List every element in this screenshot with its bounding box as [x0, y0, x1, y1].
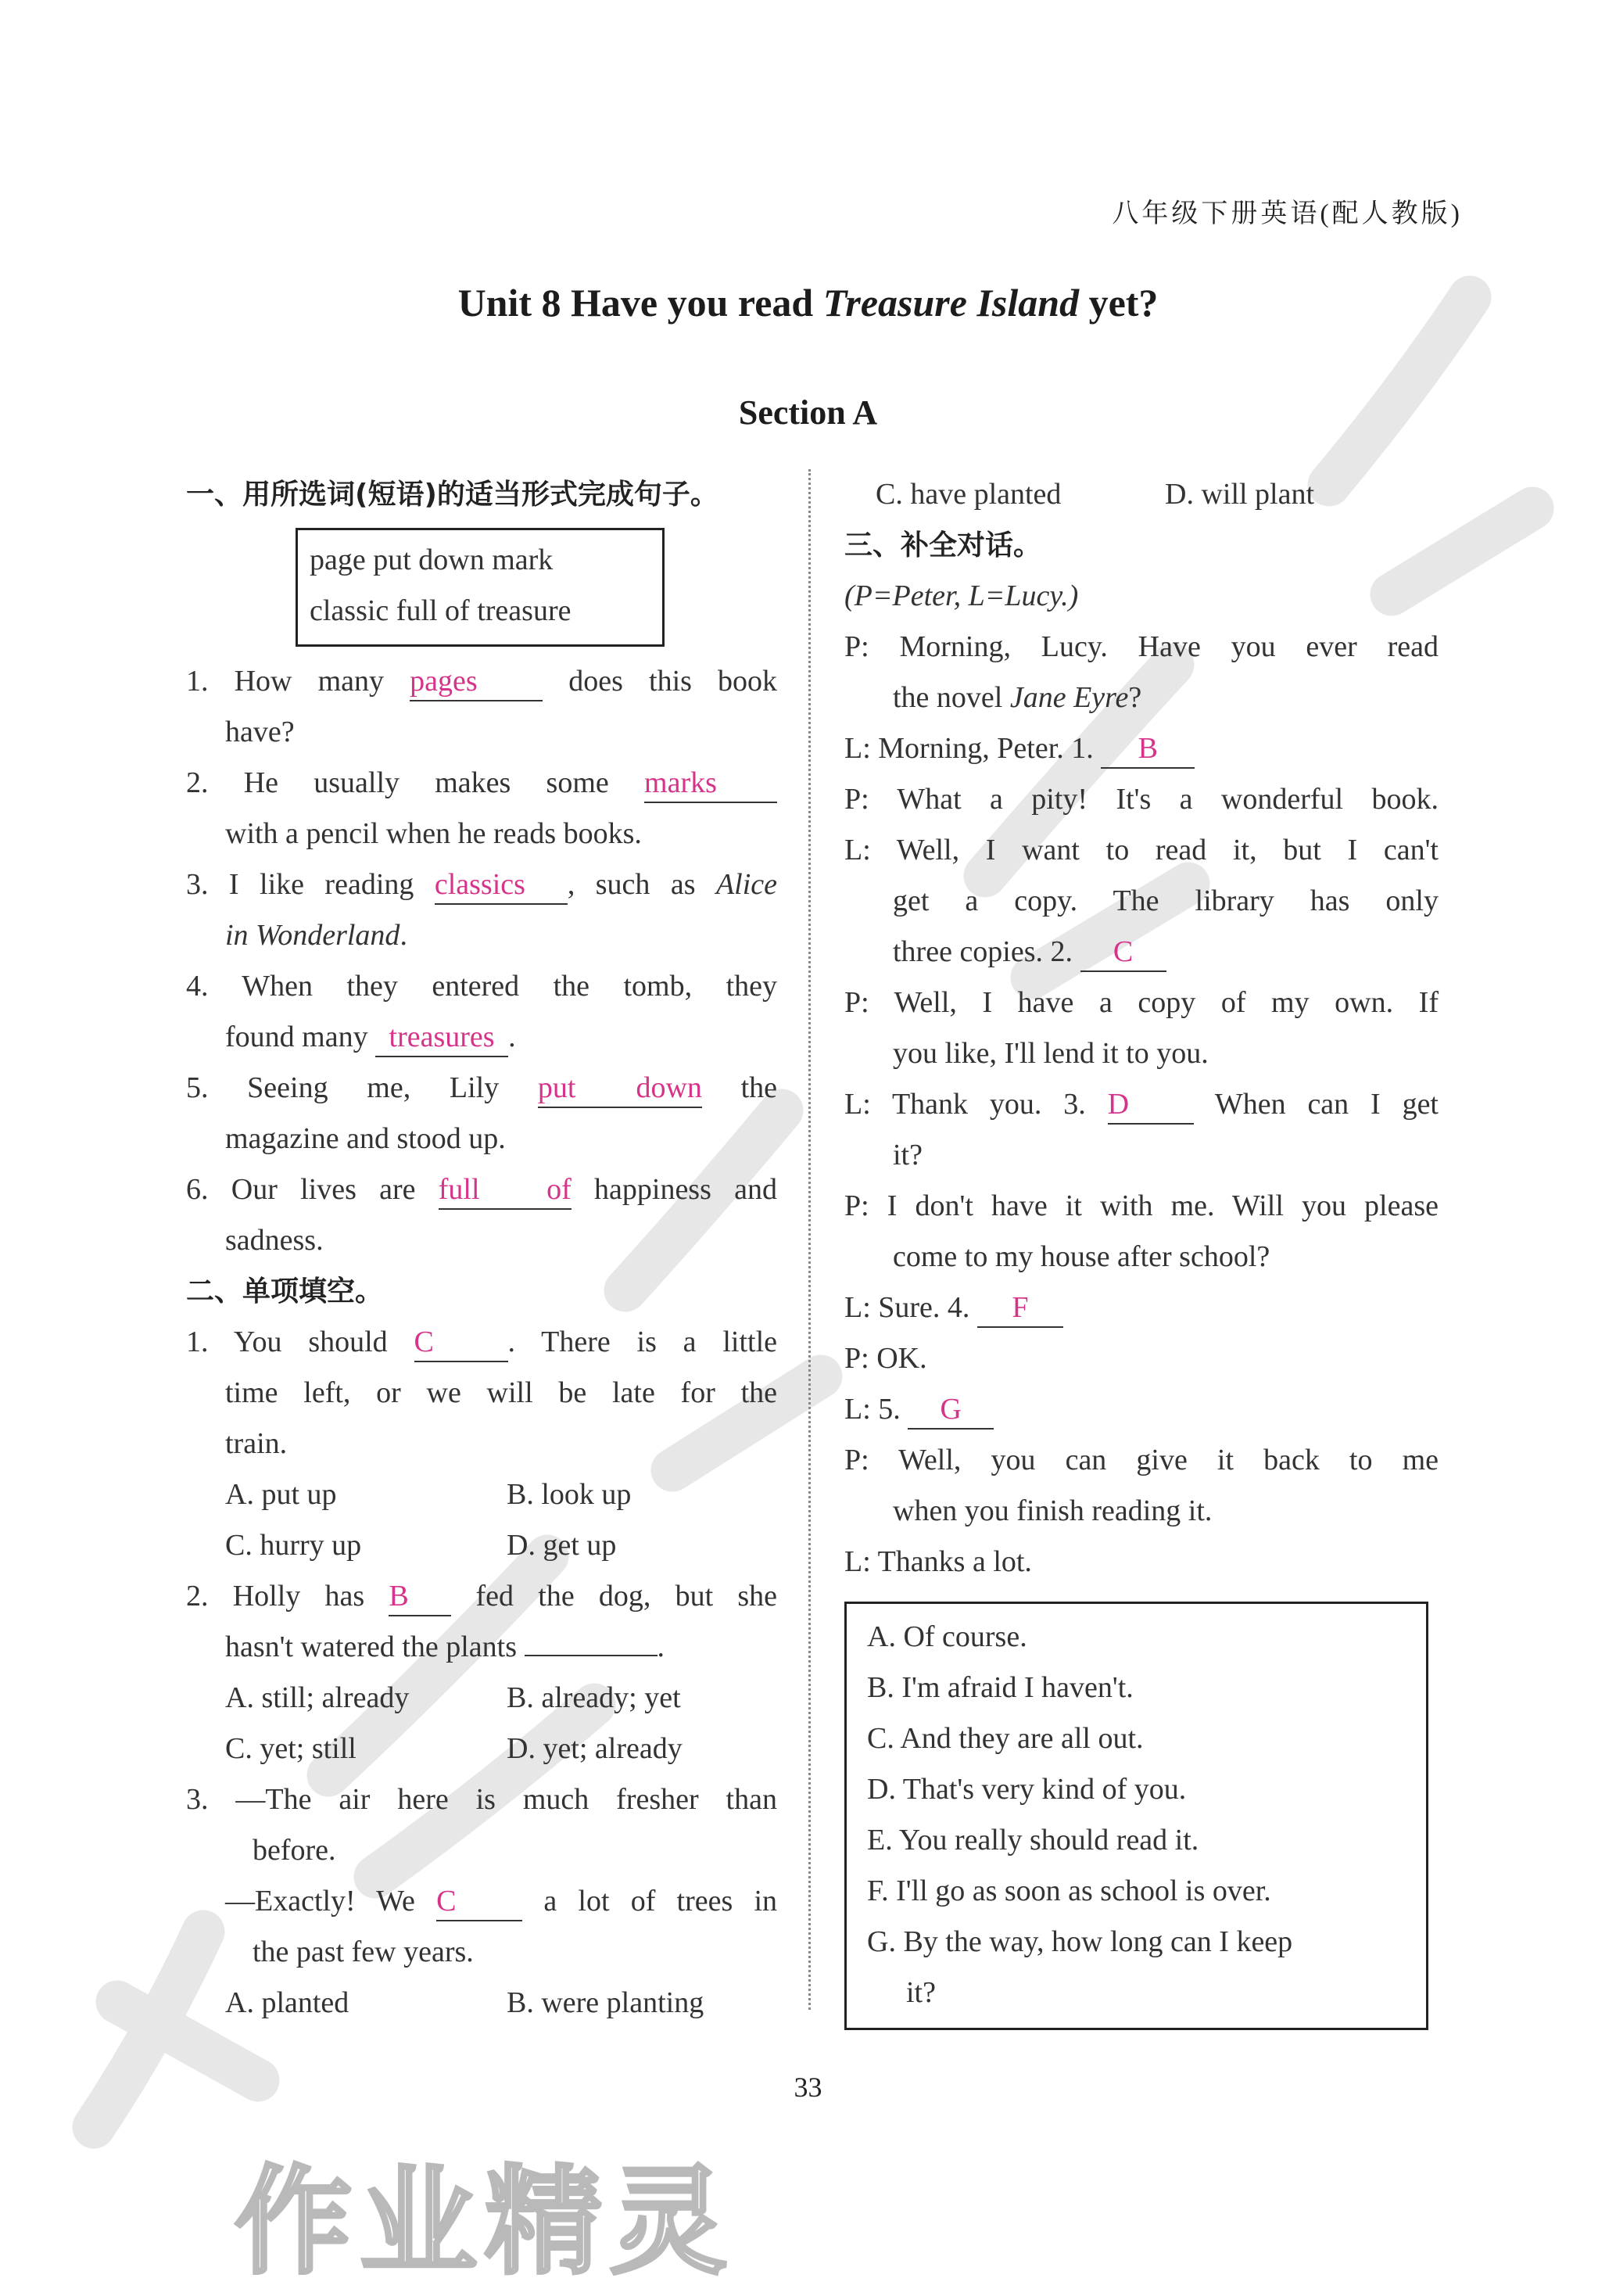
answer: C: [436, 1885, 457, 1918]
dialogue-line: P: Well, you can give it back to me when you finish reading it.: [844, 1444, 1439, 1527]
question-1-5: 5. Seeing me, Lily put down the magazine and stood up.: [186, 1063, 777, 1164]
option: B. look up: [507, 1478, 632, 1511]
option: D. get up: [507, 1529, 617, 1562]
answer: classics: [434, 868, 525, 901]
dialogue-option: F. I'll go as soon as school is over.: [867, 1874, 1271, 1907]
answer: F: [1012, 1291, 1029, 1324]
dialogue-options-box: [844, 1602, 1428, 2030]
part1-heading: 一、用所选词(短语)的适当形式完成句子。: [186, 479, 718, 511]
book-info-header: 八年级下册英语(配人教版): [1112, 199, 1463, 228]
dialogue-line: L: Thank you. 3. D When can I get it?: [844, 1079, 1439, 1181]
question-1-1: 1. How many pages does this book have?: [186, 656, 777, 758]
word-box: [296, 528, 665, 647]
dialogue-line: L: Sure. 4. F: [844, 1283, 1439, 1333]
watermark-logo: 作业精灵: [235, 2154, 736, 2291]
question-2-3-options-cont: [844, 469, 1439, 520]
part3-heading: 三、补全对话。: [844, 529, 1042, 561]
dialogue-line: P: Morning, Lucy. Have you ever read the novel Jane Eyre?: [844, 630, 1439, 714]
dialogue-option: C. And they are all out.: [867, 1722, 1144, 1755]
unit-title: Unit 8 Have you read Treasure Island yet?: [457, 281, 1159, 325]
answer: C: [414, 1326, 434, 1358]
dialogue-line: L: Well, I want to read it, but I can't get a copy. The library has only three copies. 2. C: [844, 825, 1439, 978]
dialogue-line: L: Morning, Peter. 1. B: [844, 723, 1439, 774]
answer: marks: [644, 766, 717, 799]
question-2-2: 2. Holly has B fed the dog, but she hasn't watered the plants . A. still; already B. already; yet C. yet; still D. yet; already: [186, 1571, 777, 1774]
dialogue-option: E. You really should read it.: [867, 1824, 1199, 1857]
question-2-1: 1. You should C . There is a little time left, or we will be late for the train. A. put up B. look up C. hurry up D. get up: [186, 1317, 777, 1571]
option: D. will plant: [1165, 478, 1315, 511]
dialogue-option: B. I'm afraid I haven't.: [867, 1671, 1134, 1704]
column-divider: [808, 469, 811, 2010]
dialogue-line: L: Thanks a lot.: [844, 1545, 1032, 1578]
dialogue-option: D. That's very kind of you.: [867, 1773, 1187, 1806]
answer: B: [1138, 732, 1158, 765]
dialogue-line: P: What a pity! It's a wonderful book.: [844, 783, 1439, 816]
dialogue-line: L: 5. G: [844, 1384, 1439, 1435]
word-box-row: page put down mark: [310, 544, 554, 576]
answer: G: [940, 1393, 962, 1426]
option: B. already; yet: [507, 1681, 681, 1714]
dialogue-line: P: I don't have it with me. Will you please come to my house after school?: [844, 1189, 1439, 1273]
section-title: Section A: [738, 393, 878, 432]
dialogue-line: P: OK.: [844, 1342, 927, 1375]
left-column: [186, 469, 777, 2029]
answer: B: [389, 1580, 409, 1613]
roles-note: (P=Peter, L=Lucy.): [844, 579, 1079, 612]
dialogue-line: P: Well, I have a copy of my own. If you like, I'll lend it to you.: [844, 986, 1439, 1070]
dialogue-option: G. By the way, how long can I keep: [867, 1925, 1293, 1958]
question-1-3: 3. I like reading classics , such as Alice in Wonderland.: [186, 859, 777, 961]
option: A. planted: [225, 1986, 349, 2019]
option: C. yet; still: [225, 1732, 357, 1765]
part2-heading: 二、单项填空。: [186, 1275, 384, 1308]
option: A. put up: [225, 1478, 337, 1511]
question-2-3: 3. —The air here is much fresher than before. —Exactly! We C a lot of trees in the past few years. A. planted B. were planting: [186, 1774, 777, 2029]
dialogue-option: A. Of course.: [867, 1620, 1027, 1653]
option: B. were planting: [507, 1986, 704, 2019]
right-column: [844, 469, 1439, 2030]
answer: D: [1107, 1088, 1130, 1121]
answer: pages: [410, 665, 478, 698]
answer: full of: [438, 1173, 572, 1206]
option: C. have planted: [876, 478, 1062, 511]
question-1-2: 2. He usually makes some marks with a pencil when he reads books.: [186, 758, 777, 859]
question-1-6: 6. Our lives are full of happiness and sadness.: [186, 1164, 777, 1266]
answer: put down: [537, 1071, 702, 1104]
answer: treasures: [389, 1021, 495, 1053]
dialogue-option-cont: it?: [906, 1976, 936, 2009]
option: A. still; already: [225, 1681, 410, 1714]
page-number: 33: [794, 2072, 822, 2103]
answer: C: [1113, 935, 1134, 968]
word-box-row: classic full of treasure: [310, 594, 572, 627]
option: C. hurry up: [225, 1529, 362, 1562]
option: D. yet; already: [507, 1732, 683, 1765]
question-1-4: 4. When they entered the tomb, they found many treasures .: [186, 961, 777, 1063]
